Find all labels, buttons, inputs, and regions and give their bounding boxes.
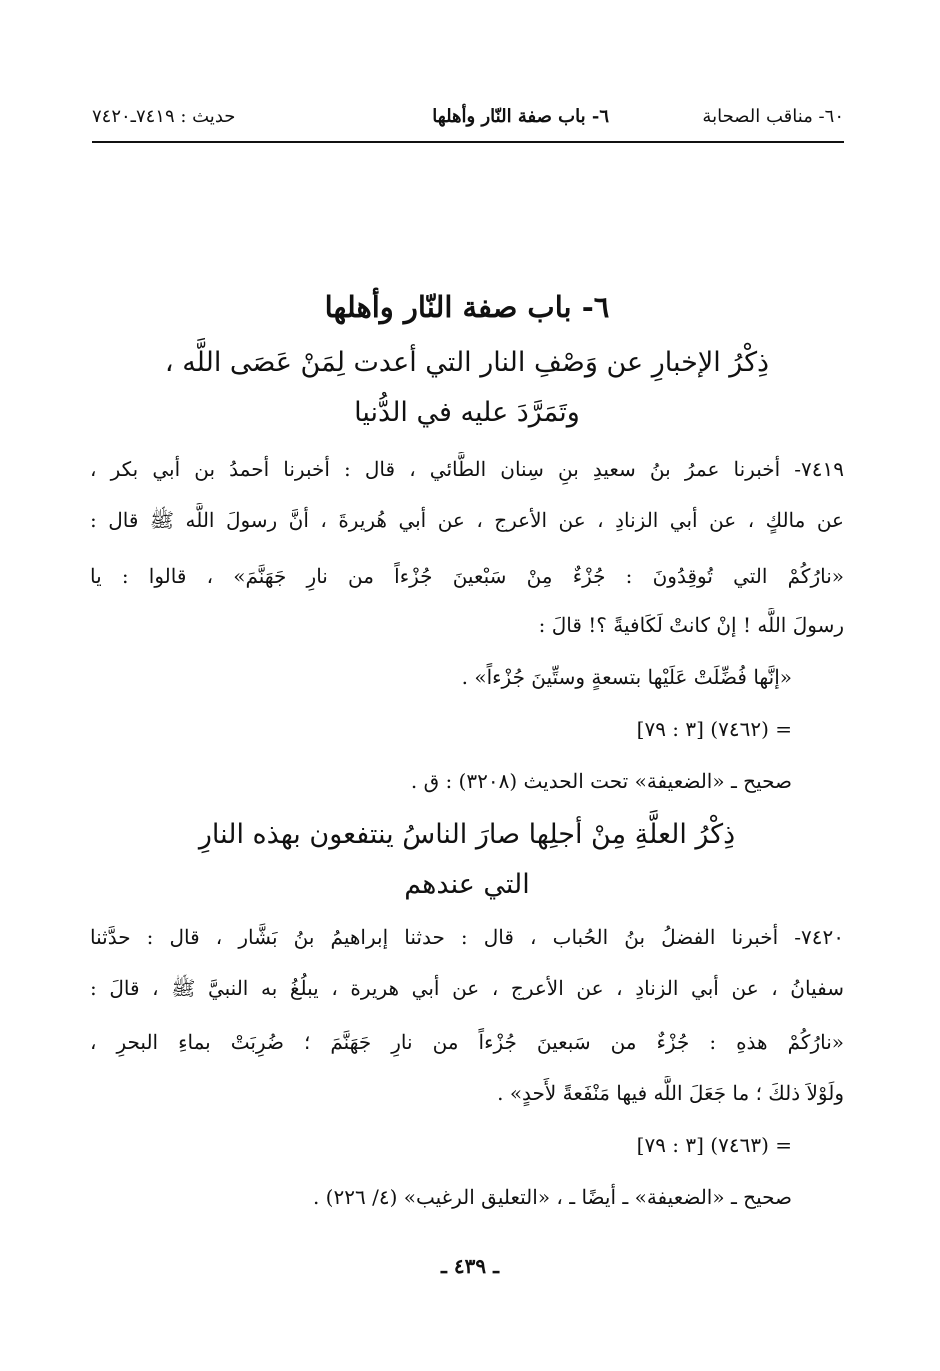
section2-heading-line2: التي عندهم (404, 869, 530, 900)
chapter-title: ٦- باب صفة النّار وأهلها (324, 290, 610, 324)
hadith1-line4: رسولَ اللَّه ! إنْ كانتْ لَكَافيةً ؟! قالَ : (538, 613, 844, 637)
section2-heading-line1: ذِكْرُ العلَّةِ مِنْ أجلِها صارَ الناسُ ينتفعون بهذه النارِ (198, 819, 736, 850)
header-hadith-range: حديث : ٧٤١٩ـ٧٤٢٠ (92, 106, 236, 127)
hadith2-grade: صحيح ـ «الضعيفة» ـ أيضًا ـ ، «التعليق الرغيب» (٤/ ٢٢٦) . (312, 1185, 792, 1209)
section1-heading-line1: ذِكْرُ الإخبارِ عن وَصْفِ النار التي أعدت لِمَنْ عَصَى اللَّه ، (164, 347, 770, 378)
hadith1-grade: صحيح ـ «الضعيفة» تحت الحديث (٣٢٠٨) : ق . (410, 769, 792, 793)
hadith2-line4: ولَوْلاَ ذلكَ ؛ ما جَعَلَ اللَّه فيها مَنْفَعةً لأَحدٍ» . (497, 1081, 844, 1105)
section1-heading-line2: وتَمَرَّدَ عليه في الدُّنيا (354, 397, 580, 428)
hadith2-line3: «نارُكُمْ هذهِ : جُزْءٌ من سَبعينَ جُزْءاً من نارِ جَهَنَّمَ ؛ ضُرِبَتْ بماءِ البحرِ ، (90, 1030, 844, 1054)
running-header (92, 100, 844, 140)
hadith1-line2: عن مالكٍ ، عن أبي الزنادِ ، عن الأعرج ، عن أبي هُريرةَ ، أنَّ رسولَ اللَّه ﷺ قال : (90, 508, 844, 532)
page-number: ـ ٤٣٩ ـ (441, 1254, 499, 1278)
header-divider (92, 141, 844, 143)
header-book-section: ٦٠- مناقب الصحابة (702, 106, 844, 127)
hadith1-line3: «نارُكُمْ التي تُوقِدُونَ : جُزْءٌ مِنْ سَبْعينَ جُزْءاً من نارِ جَهَنَّمَ» ، قالوا : يا (90, 564, 844, 588)
hadith2-line2: سفيانُ ، عن أبي الزنادِ ، عن الأعرج ، عن أبي هريرة ، يبلُغُ به النبيَّ ﷺ ، قالَ : (90, 976, 844, 1000)
hadith1-line1: ٧٤١٩- أخبرنا عمرُ بنُ سعيدِ بنِ سِنان الطَّائي ، قال : أخبرنا أحمدُ بن أبي بكر ، (90, 457, 844, 481)
hadith1-reference: = (٧٤٦٢) [٣ : ٧٩] (636, 717, 792, 741)
hadith1-line5: «إنَّها فُضِّلَتْ عَلَيْها بتسعةٍ وستِّينَ جُزْءاً» . (461, 665, 792, 689)
hadith2-reference: = (٧٤٦٣) [٣ : ٧٩] (636, 1133, 792, 1157)
hadith2-line1: ٧٤٢٠- أخبرنا الفضلُ بنُ الحُباب ، قال : حدثنا إبراهيمُ بنُ بَشَّار ، قال : حدَّثنا (90, 925, 844, 949)
header-chapter: ٦- باب صفة النّار وأهلها (432, 106, 609, 127)
